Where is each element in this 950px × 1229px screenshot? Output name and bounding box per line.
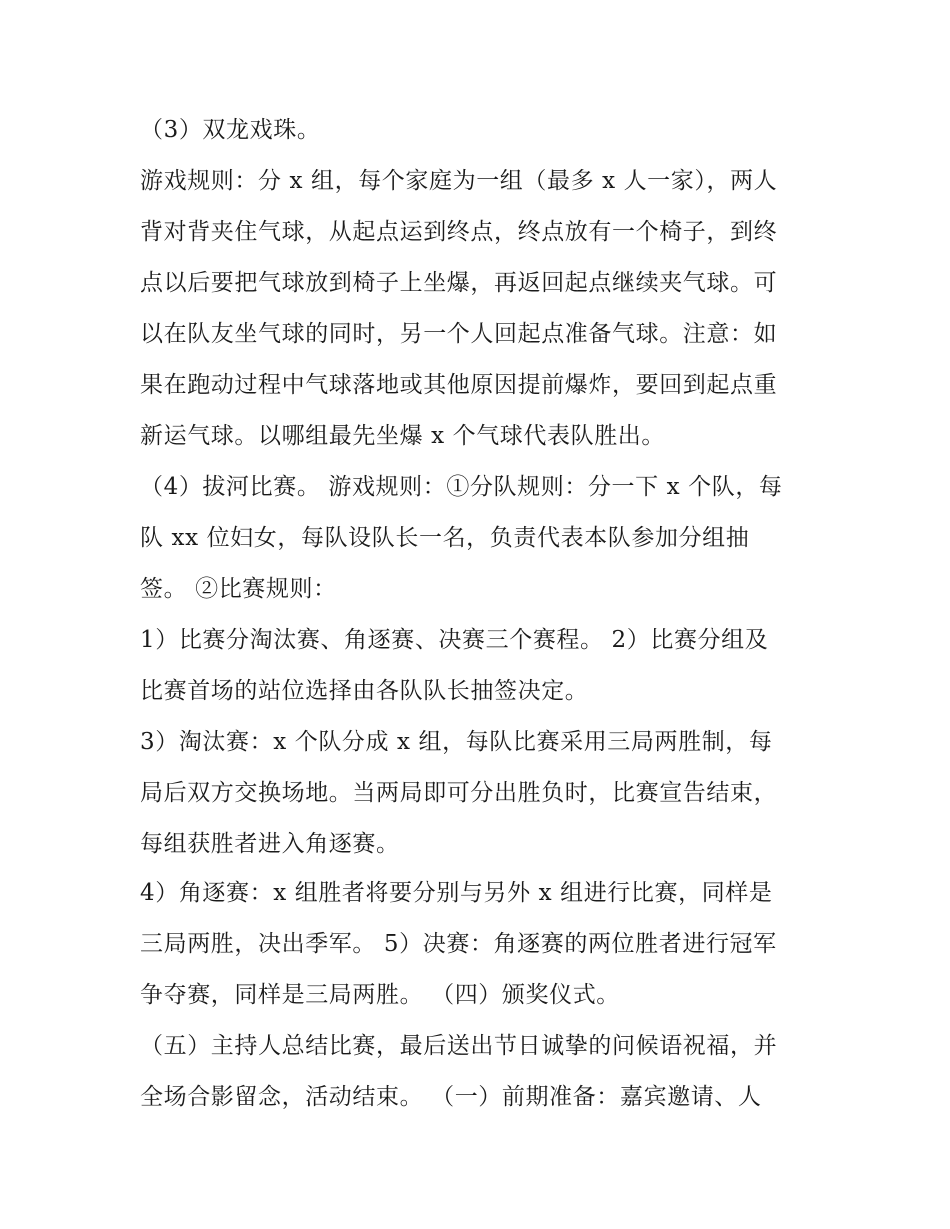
text-line: （4）拔河比赛。 游戏规则：①分队规则：分一下 x 个队，每: [140, 474, 783, 500]
text-line: 全场合影留念，活动结束。 （一）前期准备：嘉宾邀请、人: [140, 1084, 762, 1110]
text-line: （五）主持人总结比赛，最后送出节日诚挚的问候语祝福，并: [140, 1033, 778, 1059]
text-line: 新运气球。以哪组最先坐爆 x 个气球代表队胜出。: [140, 423, 665, 449]
text-line: 以在队友坐气球的同时，另一个人回起点准备气球。注意：如: [140, 321, 778, 347]
text-line: 三局两胜，决出季军。 5）决赛：角逐赛的两位胜者进行冠军: [140, 931, 777, 957]
text-line: 比赛首场的站位选择由各队队长抽签决定。: [140, 678, 589, 704]
text-line: （3）双龙戏珠。: [140, 117, 321, 143]
text-line: 1）比赛分淘汰赛、角逐赛、决赛三个赛程。 2）比赛分组及: [140, 627, 769, 653]
text-line: 局后双方交换场地。当两局即可分出胜负时，比赛宣告结束，: [140, 780, 778, 806]
text-line: 每组获胜者进入角逐赛。: [140, 831, 400, 857]
text-line: 游戏规则：分 x 组，每个家庭为一组（最多 x 人一家），两人: [140, 168, 778, 194]
text-line: 队 xx 位妇女，每队设队长一名，负责代表本队参加分组抽: [140, 525, 750, 551]
text-line: 3）淘汰赛：x 个队分成 x 组，每队比赛采用三局两胜制，每: [140, 729, 773, 755]
text-line: 点以后要把气球放到椅子上坐爆，再返回起点继续夹气球。可: [140, 270, 778, 296]
text-line: 签。 ②比赛规则：: [140, 576, 337, 602]
text-line: 争夺赛，同样是三局两胜。 （四）颁奖仪式。: [140, 982, 620, 1008]
text-line: 4）角逐赛：x 组胜者将要分别与另外 x 组进行比赛，同样是: [140, 880, 773, 906]
text-line: 果在跑动过程中气球落地或其他原因提前爆炸，要回到起点重: [140, 372, 778, 398]
text-line: 背对背夹住气球，从起点运到终点，终点放有一个椅子，到终: [140, 219, 778, 245]
